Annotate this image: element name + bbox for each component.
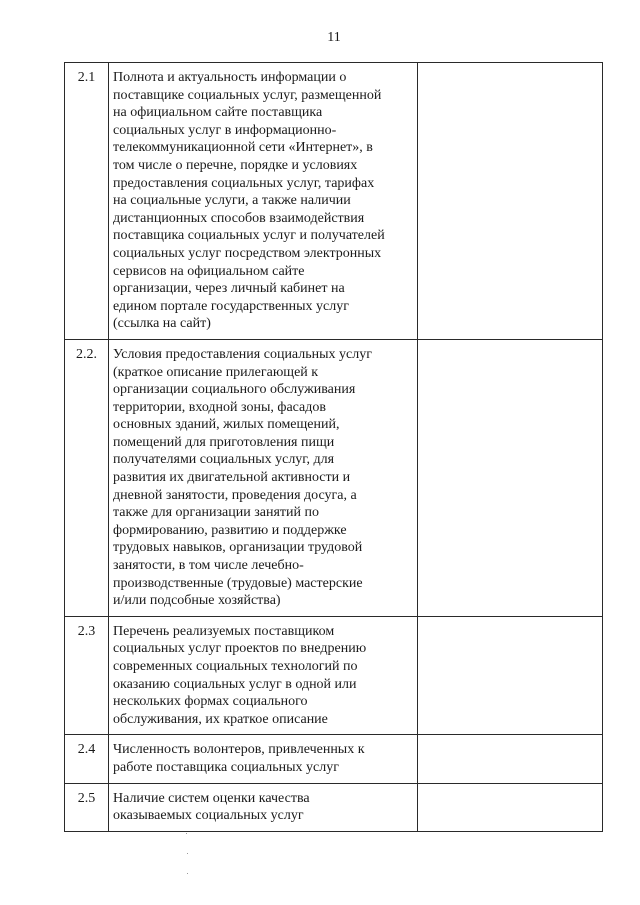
table-row [65,783,603,831]
row-number: 2.5 [77,790,96,806]
criterion-text-cell [109,616,418,735]
criterion-text-line: на социальные услуги, а также наличии [113,193,351,209]
criterion-text-line: Наличие систем оценки качества [113,790,310,806]
criterion-text-line: предоставления социальных услуг, тарифах [113,175,375,191]
criterion-text-line: дистанционных способов взаимодействия [113,210,365,226]
criterion-text-line: организации, через личный кабинет на [113,281,345,297]
scan-speck [187,853,188,854]
criterion-text-line: помещений для приготовления пищи [113,434,335,450]
criterion-text-line: основных зданий, жилых помещений, [113,417,340,433]
row-number-cell [65,63,109,340]
criterion-text-line: (ссылка на сайт) [113,316,211,332]
criterion-text-line: территории, входной зоны, фасадов [113,399,326,415]
criterion-text-line: развития их двигательной активности и [113,470,351,486]
criterion-text-line: нескольких формах социального [113,694,308,710]
row-number: 2.1 [77,70,96,85]
criterion-text-cell [109,783,418,831]
criterion-text-line: поставщике социальных услуг, размещенной [113,87,382,103]
row-number: 2.2. [76,346,97,362]
criterion-text-line: социальных услуг проектов по внедрению [113,641,367,657]
criterion-text-line: телекоммуникационной сети «Интернет», в [113,140,373,156]
row-number-cell [65,783,109,831]
criterion-text-cell [109,339,418,616]
row-number: 2.4 [77,742,96,758]
criterion-text-line: социальных услуг посредством электронных [113,245,382,261]
criterion-text-cell [109,735,418,783]
criterion-text-line: социальных услуг в информационно- [113,122,337,138]
row-number-cell [65,735,109,783]
page-number: 11 [327,30,341,45]
criterion-text-line: оказанию социальных услуг в одной или [113,676,357,692]
row-number-cell [65,616,109,735]
criterion-text-line: организации социального обслуживания [113,382,356,398]
value-cell [418,735,603,783]
criterion-text-line: том числе о перечне, порядке и условиях [113,157,358,173]
criterion-text-line: Полнота и актуальность информации о [113,70,347,85]
criterion-text-line: обслуживания, их краткое описание [113,711,328,727]
criterion-text-line: производственные (трудовые) мастерские [113,575,363,591]
criterion-text-line: дневной занятости, проведения досуга, а [113,487,357,503]
criterion-text-line: Условия предоставления социальных услуг [113,346,372,362]
table-row [65,339,603,616]
value-cell [418,339,603,616]
criterion-text-line: и/или подсобные хозяйства) [113,593,281,609]
value-cell [418,783,603,831]
row-number: 2.3 [77,623,96,639]
criterion-text-line: получателями социальных услуг, для [113,452,335,468]
criterion-text-line: сервисов на официальном сайте [113,263,305,279]
criterion-text-line: едином портале государственных услуг [113,298,349,314]
criterion-text-line: (краткое описание прилегающей к [113,364,319,380]
criterion-text-line: Численность волонтеров, привлеченных к [113,742,365,758]
criterion-text-line: формированию, развитию и поддержке [113,522,347,538]
criterion-text-line: трудовых навыков, организации трудовой [113,540,363,556]
criterion-text-line: современных социальных технологий по [113,659,358,674]
value-cell [418,63,603,340]
criterion-text-line: Перечень реализуемых поставщиком [113,623,335,639]
table-row [65,616,603,735]
criteria-table [64,62,603,832]
table-row [65,735,603,783]
criterion-text-cell [109,63,418,340]
row-number-cell [65,339,109,616]
criterion-text-line: работе поставщика социальных услуг [113,759,339,775]
criterion-text-line: оказываемых социальных услуг [113,808,304,824]
criterion-text-line: поставщика социальных услуг и получателей [113,228,385,244]
criterion-text-line: на официальном сайте поставщика [113,105,323,121]
scan-speck [187,873,188,874]
table-row [65,63,603,340]
scan-speck [186,833,187,834]
criteria-table-body [65,63,603,832]
criterion-text-line: также для организации занятий по [113,505,319,521]
criterion-text-line: занятости, в том числе лечебно- [113,558,304,574]
value-cell [418,616,603,735]
